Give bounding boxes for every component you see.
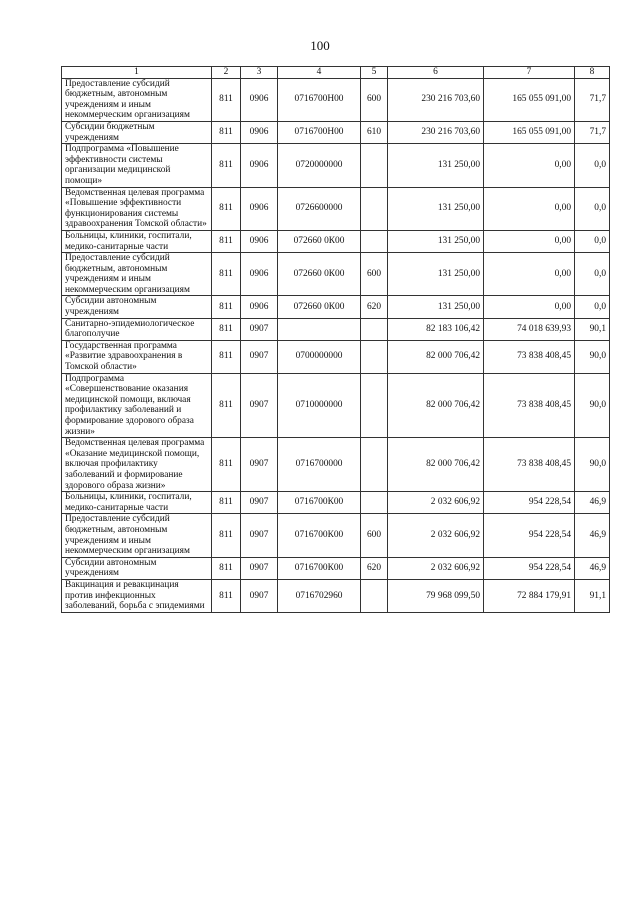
plan-amount-cell: 2 032 606,92 [388, 557, 484, 579]
expense-type-cell: 600 [361, 253, 388, 296]
table-row [62, 187, 610, 230]
percent-cell: 90,0 [575, 373, 610, 438]
budget-table [61, 66, 610, 613]
kvsr-cell: 811 [212, 557, 241, 579]
section-cell: 0907 [241, 557, 278, 579]
table-row [62, 253, 610, 296]
actual-amount-cell: 0,00 [484, 296, 575, 318]
expense-type-cell [361, 340, 388, 373]
table-row [62, 557, 610, 579]
kvsr-cell: 811 [212, 187, 241, 230]
section-cell: 0907 [241, 579, 278, 612]
percent-cell: 71,7 [575, 121, 610, 143]
target-code-cell: 0710000000 [278, 373, 361, 438]
section-cell: 0907 [241, 514, 278, 557]
table-row [62, 318, 610, 340]
kvsr-cell: 811 [212, 514, 241, 557]
percent-cell: 46,9 [575, 492, 610, 514]
percent-cell: 91,1 [575, 579, 610, 612]
header-cell: 4 [278, 67, 361, 79]
actual-amount-cell: 165 055 091,00 [484, 78, 575, 121]
plan-amount-cell: 230 216 703,60 [388, 121, 484, 143]
percent-cell: 90,1 [575, 318, 610, 340]
name-cell: Больницы, клиники, госпитали, медико-санитарные части [62, 492, 212, 514]
header-cell: 6 [388, 67, 484, 79]
name-cell: Подпрограмма «Совершенствование оказания медицинской помощи, включая профилактику заболеваний и формирование здорового образа жизни» [62, 373, 212, 438]
plan-amount-cell: 131 250,00 [388, 144, 484, 187]
table-row [62, 373, 610, 438]
target-code-cell: 072660 0К00 [278, 230, 361, 252]
expense-type-cell: 620 [361, 557, 388, 579]
actual-amount-cell: 0,00 [484, 253, 575, 296]
section-cell: 0907 [241, 318, 278, 340]
percent-cell: 90,0 [575, 438, 610, 492]
plan-amount-cell: 79 968 099,50 [388, 579, 484, 612]
actual-amount-cell: 73 838 408,45 [484, 373, 575, 438]
plan-amount-cell: 82 000 706,42 [388, 438, 484, 492]
kvsr-cell: 811 [212, 230, 241, 252]
target-code-cell: 0716700000 [278, 438, 361, 492]
percent-cell: 0,0 [575, 230, 610, 252]
name-cell: Ведомственная целевая программа «Оказание медицинской помощи, включая профилактику заболеваний и формирование здорового образа жизни» [62, 438, 212, 492]
kvsr-cell: 811 [212, 579, 241, 612]
name-cell: Предоставление субсидий бюджетным, автономным учреждениям и иным некоммерческим организациям [62, 253, 212, 296]
plan-amount-cell: 82 000 706,42 [388, 340, 484, 373]
kvsr-cell: 811 [212, 296, 241, 318]
target-code-cell: 0716700К00 [278, 557, 361, 579]
section-cell: 0906 [241, 253, 278, 296]
actual-amount-cell: 954 228,54 [484, 514, 575, 557]
plan-amount-cell: 131 250,00 [388, 187, 484, 230]
expense-type-cell [361, 144, 388, 187]
target-code-cell: 0726600000 [278, 187, 361, 230]
actual-amount-cell: 74 018 639,93 [484, 318, 575, 340]
header-cell: 1 [62, 67, 212, 79]
target-code-cell: 0716700К00 [278, 514, 361, 557]
percent-cell: 0,0 [575, 296, 610, 318]
target-code-cell: 0716700К00 [278, 492, 361, 514]
page-number: 100 [310, 38, 330, 53]
table-row [62, 579, 610, 612]
expense-type-cell [361, 187, 388, 230]
plan-amount-cell: 2 032 606,92 [388, 492, 484, 514]
expense-type-cell [361, 438, 388, 492]
section-cell: 0907 [241, 492, 278, 514]
actual-amount-cell: 72 884 179,91 [484, 579, 575, 612]
plan-amount-cell: 82 183 106,42 [388, 318, 484, 340]
header-cell: 3 [241, 67, 278, 79]
section-cell: 0906 [241, 121, 278, 143]
table-row [62, 296, 610, 318]
header-cell: 5 [361, 67, 388, 79]
header-cell: 8 [575, 67, 610, 79]
kvsr-cell: 811 [212, 318, 241, 340]
actual-amount-cell: 0,00 [484, 230, 575, 252]
plan-amount-cell: 131 250,00 [388, 253, 484, 296]
name-cell: Субсидии автономным учреждениям [62, 296, 212, 318]
target-code-cell: 0700000000 [278, 340, 361, 373]
section-cell: 0906 [241, 187, 278, 230]
name-cell: Ведомственная целевая программа «Повышение эффективности функционирования системы здравоохранения Томской области» [62, 187, 212, 230]
name-cell: Субсидии автономным учреждениям [62, 557, 212, 579]
plan-amount-cell: 82 000 706,42 [388, 373, 484, 438]
expense-type-cell [361, 579, 388, 612]
actual-amount-cell: 0,00 [484, 187, 575, 230]
kvsr-cell: 811 [212, 121, 241, 143]
plan-amount-cell: 131 250,00 [388, 230, 484, 252]
section-cell: 0907 [241, 373, 278, 438]
table-row [62, 230, 610, 252]
table-row [62, 144, 610, 187]
expense-type-cell [361, 492, 388, 514]
name-cell: Больницы, клиники, госпитали, медико-санитарные части [62, 230, 212, 252]
header-row [62, 67, 610, 79]
actual-amount-cell: 73 838 408,45 [484, 340, 575, 373]
name-cell: Санитарно-эпидемиологическое благополучие [62, 318, 212, 340]
target-code-cell: 0716702960 [278, 579, 361, 612]
expense-type-cell: 600 [361, 514, 388, 557]
name-cell: Предоставление субсидий бюджетным, автономным учреждениям и иным некоммерческим организациям [62, 78, 212, 121]
name-cell: Государственная программа «Развитие здравоохранения в Томской области» [62, 340, 212, 373]
table-row [62, 438, 610, 492]
target-code-cell: 0716700Н00 [278, 121, 361, 143]
actual-amount-cell: 165 055 091,00 [484, 121, 575, 143]
section-cell: 0906 [241, 144, 278, 187]
target-code-cell: 072660 0К00 [278, 296, 361, 318]
plan-amount-cell: 230 216 703,60 [388, 78, 484, 121]
name-cell: Субсидии бюджетным учреждениям [62, 121, 212, 143]
target-code-cell: 072660 0К00 [278, 253, 361, 296]
actual-amount-cell: 954 228,54 [484, 492, 575, 514]
percent-cell: 46,9 [575, 514, 610, 557]
expense-type-cell: 620 [361, 296, 388, 318]
table-row [62, 492, 610, 514]
percent-cell: 0,0 [575, 144, 610, 187]
name-cell: Подпрограмма «Повышение эффективности системы организации медицинской помощи» [62, 144, 212, 187]
expense-type-cell: 610 [361, 121, 388, 143]
header-cell: 2 [212, 67, 241, 79]
actual-amount-cell: 73 838 408,45 [484, 438, 575, 492]
kvsr-cell: 811 [212, 438, 241, 492]
section-cell: 0907 [241, 438, 278, 492]
section-cell: 0907 [241, 340, 278, 373]
section-cell: 0906 [241, 78, 278, 121]
percent-cell: 0,0 [575, 187, 610, 230]
plan-amount-cell: 131 250,00 [388, 296, 484, 318]
kvsr-cell: 811 [212, 492, 241, 514]
expense-type-cell [361, 373, 388, 438]
table-row [62, 340, 610, 373]
table-row [62, 514, 610, 557]
plan-amount-cell: 2 032 606,92 [388, 514, 484, 557]
percent-cell: 46,9 [575, 557, 610, 579]
table-row [62, 121, 610, 143]
header-cell: 7 [484, 67, 575, 79]
expense-type-cell: 600 [361, 78, 388, 121]
kvsr-cell: 811 [212, 373, 241, 438]
actual-amount-cell: 0,00 [484, 144, 575, 187]
section-cell: 0906 [241, 296, 278, 318]
table-row [62, 78, 610, 121]
target-code-cell [278, 318, 361, 340]
percent-cell: 71,7 [575, 78, 610, 121]
kvsr-cell: 811 [212, 78, 241, 121]
percent-cell: 90,0 [575, 340, 610, 373]
kvsr-cell: 811 [212, 144, 241, 187]
kvsr-cell: 811 [212, 253, 241, 296]
name-cell: Вакцинация и ревакцинация против инфекционных заболеваний, борьба с эпидемиями [62, 579, 212, 612]
name-cell: Предоставление субсидий бюджетным, автономным учреждениям и иным некоммерческим организациям [62, 514, 212, 557]
expense-type-cell [361, 230, 388, 252]
actual-amount-cell: 954 228,54 [484, 557, 575, 579]
section-cell: 0906 [241, 230, 278, 252]
expense-type-cell [361, 318, 388, 340]
target-code-cell: 0720000000 [278, 144, 361, 187]
kvsr-cell: 811 [212, 340, 241, 373]
percent-cell: 0,0 [575, 253, 610, 296]
target-code-cell: 0716700Н00 [278, 78, 361, 121]
